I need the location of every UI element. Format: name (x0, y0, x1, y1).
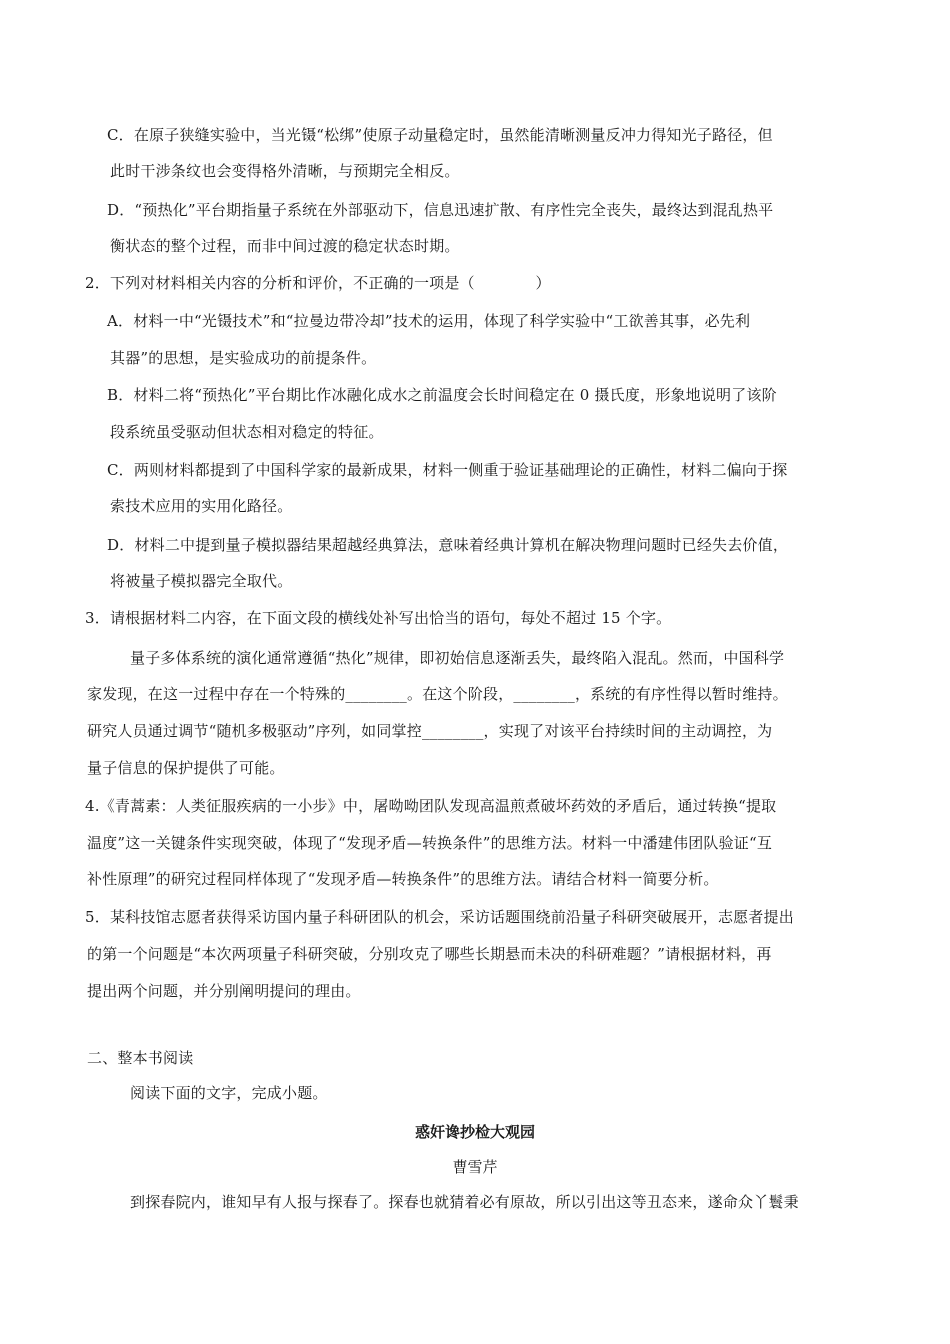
passage-author: 曹雪芹 (452, 1158, 498, 1176)
q3-passage-line-2: 家发现，在这一过程中存在一个特殊的________。在这个阶段，________，系统的有序性得以暂时维持。 (87, 685, 788, 703)
q5-line-1: 5．某科技馆志愿者获得采访国内量子科研团队的机会，采访话题围绕前沿量子科研突破展开，志愿者提出 (85, 908, 794, 926)
passage-first-line: 到探春院内，谁知早有人报与探春了。探春也就猜着必有原故，所以引出这等丑态来，遂命众丫鬟秉 (130, 1193, 799, 1211)
q2-option-b-line-1: B．材料二将“预热化”平台期比作冰融化成水之前温度会长时间稳定在 0 摄氏度，形象地说明了该阶 (107, 386, 777, 404)
q1-option-c-line-2: 此时干涉条纹也会变得格外清晰，与预期完全相反。 (110, 162, 460, 180)
q4-line-3: 补性原理”的研究过程同样体现了“发现矛盾—转换条件”的思维方法。请结合材料一简要分析。 (87, 870, 719, 888)
q2-option-d-line-2: 将被量子模拟器完全取代。 (110, 572, 293, 590)
q5-line-2: 的第一个问题是“本次两项量子科研突破，分别攻克了哪些长期悬而未决的科研难题？”请根据材料，再 (87, 945, 772, 963)
q5-line-3: 提出两个问题，并分别阐明提问的理由。 (87, 982, 361, 1000)
q1-option-d-line-1: D．“预热化”平台期指量子系统在外部驱动下，信息迅速扩散、有序性完全丧失，最终达到混乱热平 (107, 201, 774, 219)
q3-passage-line-4: 量子信息的保护提供了可能。 (87, 759, 285, 777)
q2-stem: 2．下列对材料相关内容的分析和评价，不正确的一项是（ ） (85, 274, 551, 292)
q2-option-a-line-2: 其器”的思想，是实验成功的前提条件。 (110, 349, 377, 367)
q4-line-1: 4.《青蒿素：人类征服疾病的一小步》中，屠呦呦团队发现高温煎煮破坏药效的矛盾后，通过转换“提取 (85, 797, 777, 815)
reading-instruction: 阅读下面的文字，完成小题。 (130, 1084, 328, 1102)
q4-line-2: 温度”这一关键条件实现突破，体现了“发现矛盾—转换条件”的思维方法。材料一中潘建伟团队验证“互 (87, 834, 773, 852)
q2-option-a-line-1: A．材料一中“光镊技术”和“拉曼边带冷却”技术的运用，体现了科学实验中“工欲善其事，必先利 (107, 312, 751, 330)
q3-passage-line-3: 研究人员通过调节“随机多极驱动”序列，如同掌控________，实现了对该平台持续时间的主动调控，为 (87, 722, 773, 740)
section-heading: 二、整本书阅读 (87, 1049, 194, 1067)
passage-title: 惑奸谗抄检大观园 (414, 1123, 535, 1141)
q3-passage-line-1: 量子多体系统的演化通常遵循“热化”规律，即初始信息逐渐丢失，最终陷入混乱。然而，中国科学 (130, 649, 785, 667)
q2-option-c-line-1: C．两则材料都提到了中国科学家的最新成果，材料一侧重于验证基础理论的正确性，材料二偏向于探 (107, 461, 788, 479)
q2-option-b-line-2: 段系统虽受驱动但状态相对稳定的特征。 (110, 423, 384, 441)
q2-option-d-line-1: D．材料二中提到量子模拟器结果超越经典算法，意味着经典计算机在解决物理问题时已经失去价值， (107, 536, 789, 554)
q1-option-c-line-1: C．在原子狭缝实验中，当光镊“松绑”使原子动量稳定时，虽然能清晰测量反冲力得知光子路径，但 (107, 126, 773, 144)
q1-option-d-line-2: 衡状态的整个过程，而非中间过渡的稳定状态时期。 (110, 237, 460, 255)
q2-option-c-line-2: 索技术应用的实用化路径。 (110, 497, 293, 515)
q3-stem: 3．请根据材料二内容，在下面文段的横线处补写出恰当的语句，每处不超过 15 个字。 (85, 609, 672, 627)
